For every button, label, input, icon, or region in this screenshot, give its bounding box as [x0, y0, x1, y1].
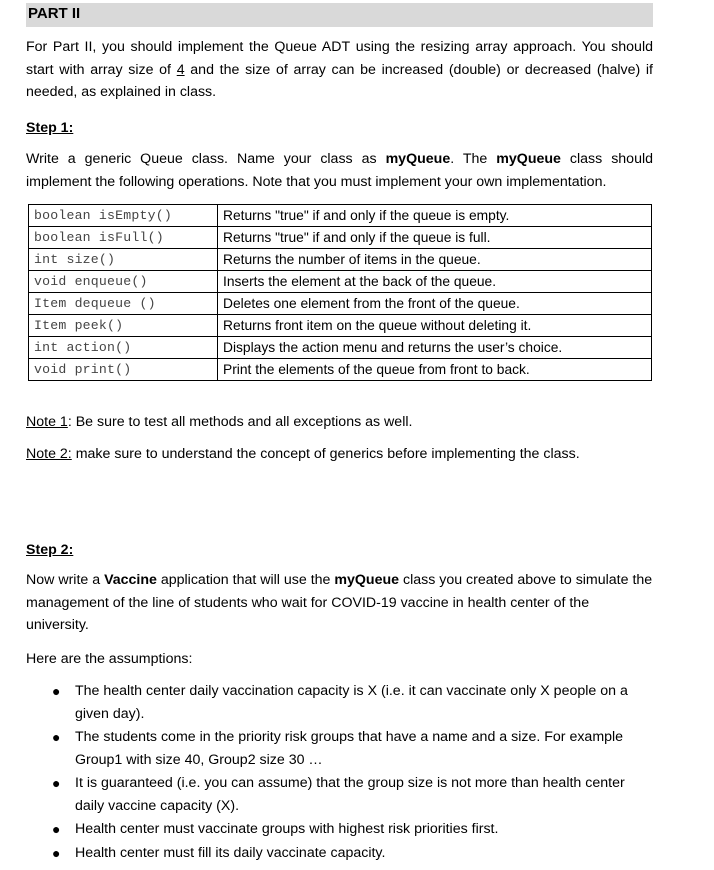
operation-signature: Item peek() — [29, 315, 218, 337]
operation-description: Deletes one element from the front of the queue. — [218, 293, 652, 315]
part-header — [26, 3, 653, 27]
operation-signature: boolean isEmpty() — [29, 205, 218, 227]
note-2-label: Note 2: — [26, 446, 72, 462]
table-row — [29, 205, 652, 227]
operation-signature: Item dequeue () — [29, 293, 218, 315]
bullet-icon: ● — [52, 844, 61, 861]
step2-text-2: application that will use the — [156, 572, 335, 588]
intro-array-size: 4 — [176, 61, 185, 78]
list-item — [26, 842, 653, 865]
operation-signature: int action() — [29, 337, 218, 359]
step1-text-3: class should implement the following operations. Note that you must implement your own implementation. — [26, 151, 653, 190]
operation-description: Returns the number of items in the queue. — [218, 249, 652, 271]
table-row — [29, 337, 652, 359]
note-2 — [26, 443, 653, 466]
assumption-text: Health center must fill its daily vaccinate capacity. — [75, 844, 386, 861]
operation-description: Returns "true" if and only if the queue is full. — [218, 227, 652, 249]
table-row — [29, 293, 652, 315]
intro-text: For Part II, you should implement the — [26, 39, 275, 55]
intro-paragraph — [26, 36, 653, 104]
assumption-text: The health center daily vaccination capacity is X (i.e. it can vaccinate only X people on a given day). — [75, 683, 628, 722]
operation-description: Displays the action menu and returns the user’s choice. — [218, 337, 652, 359]
table-row — [29, 249, 652, 271]
assumptions-intro: Here are the assumptions: — [26, 651, 193, 667]
step1-paragraph — [26, 148, 653, 193]
operation-description: Returns "true" if and only if the queue is empty. — [218, 205, 652, 227]
operation-description: Print the elements of the queue from front to back. — [218, 359, 652, 381]
step2-app-name: Vaccine — [104, 572, 157, 588]
note-1-text: : Be sure to test all methods and all exceptions as well. — [67, 414, 413, 430]
bullet-icon: ● — [52, 775, 61, 791]
operation-signature: int size() — [29, 249, 218, 271]
assumption-text: Health center must vaccinate groups with highest risk priorities first. — [75, 821, 499, 837]
list-item — [26, 726, 653, 771]
operation-signature: void print() — [29, 359, 218, 381]
operation-description: Returns front item on the queue without deleting it. — [218, 315, 652, 337]
assumption-text: It is guaranteed (i.e. you can assume) that the group size is not more than health center daily vaccine capacity (X). — [75, 775, 625, 814]
step1-class-name: myQueue — [385, 151, 451, 167]
list-item — [26, 680, 653, 725]
table-row — [29, 315, 652, 337]
assumption-text: The students come in the priority risk groups that have a name and a size. For example Group1 with size 40, Group2 size 30 … — [75, 729, 624, 768]
part-title: PART II — [28, 5, 81, 22]
bullet-icon: ● — [52, 729, 61, 745]
bullet-icon: ● — [52, 683, 61, 699]
step2-text: Now write a — [26, 572, 105, 588]
table-row — [29, 359, 652, 381]
step2-heading: Step 2: — [26, 542, 74, 558]
note-2-text: make sure to understand the concept of generics before implementing the class. — [71, 446, 580, 462]
assumptions-list — [26, 680, 653, 865]
step2-class-name: myQueue — [334, 572, 400, 588]
intro-text-2: using the resizing array approach. You should start with array size of — [26, 39, 653, 78]
step1-text: Write a generic Queue class. Name your class as — [26, 151, 386, 167]
table-row — [29, 227, 652, 249]
step1-heading: Step 1: — [26, 120, 74, 136]
operation-description: Inserts the element at the back of the queue. — [218, 271, 652, 293]
intro-text-3: and the size of array can be increased (double) or decreased (halve) if needed, as explained in class. — [26, 61, 653, 100]
operation-signature: boolean isFull() — [29, 227, 218, 249]
list-item — [26, 818, 653, 841]
table-row — [29, 271, 652, 293]
intro-adt: Queue ADT — [274, 39, 351, 55]
step1-class-name-2: myQueue — [496, 151, 561, 167]
step2-paragraph — [26, 569, 653, 637]
operations-table — [28, 204, 652, 381]
note-1-label: Note 1 — [26, 414, 68, 430]
list-item — [26, 772, 653, 817]
note-1 — [26, 411, 653, 434]
operation-signature: void enqueue() — [29, 271, 218, 293]
bullet-icon: ● — [52, 821, 61, 837]
step2-text-3: class you created above to simulate the management of the line of students who wait for COVID-19 vaccine in health center of the university. — [26, 572, 653, 633]
step1-text-2: . The — [450, 151, 497, 167]
